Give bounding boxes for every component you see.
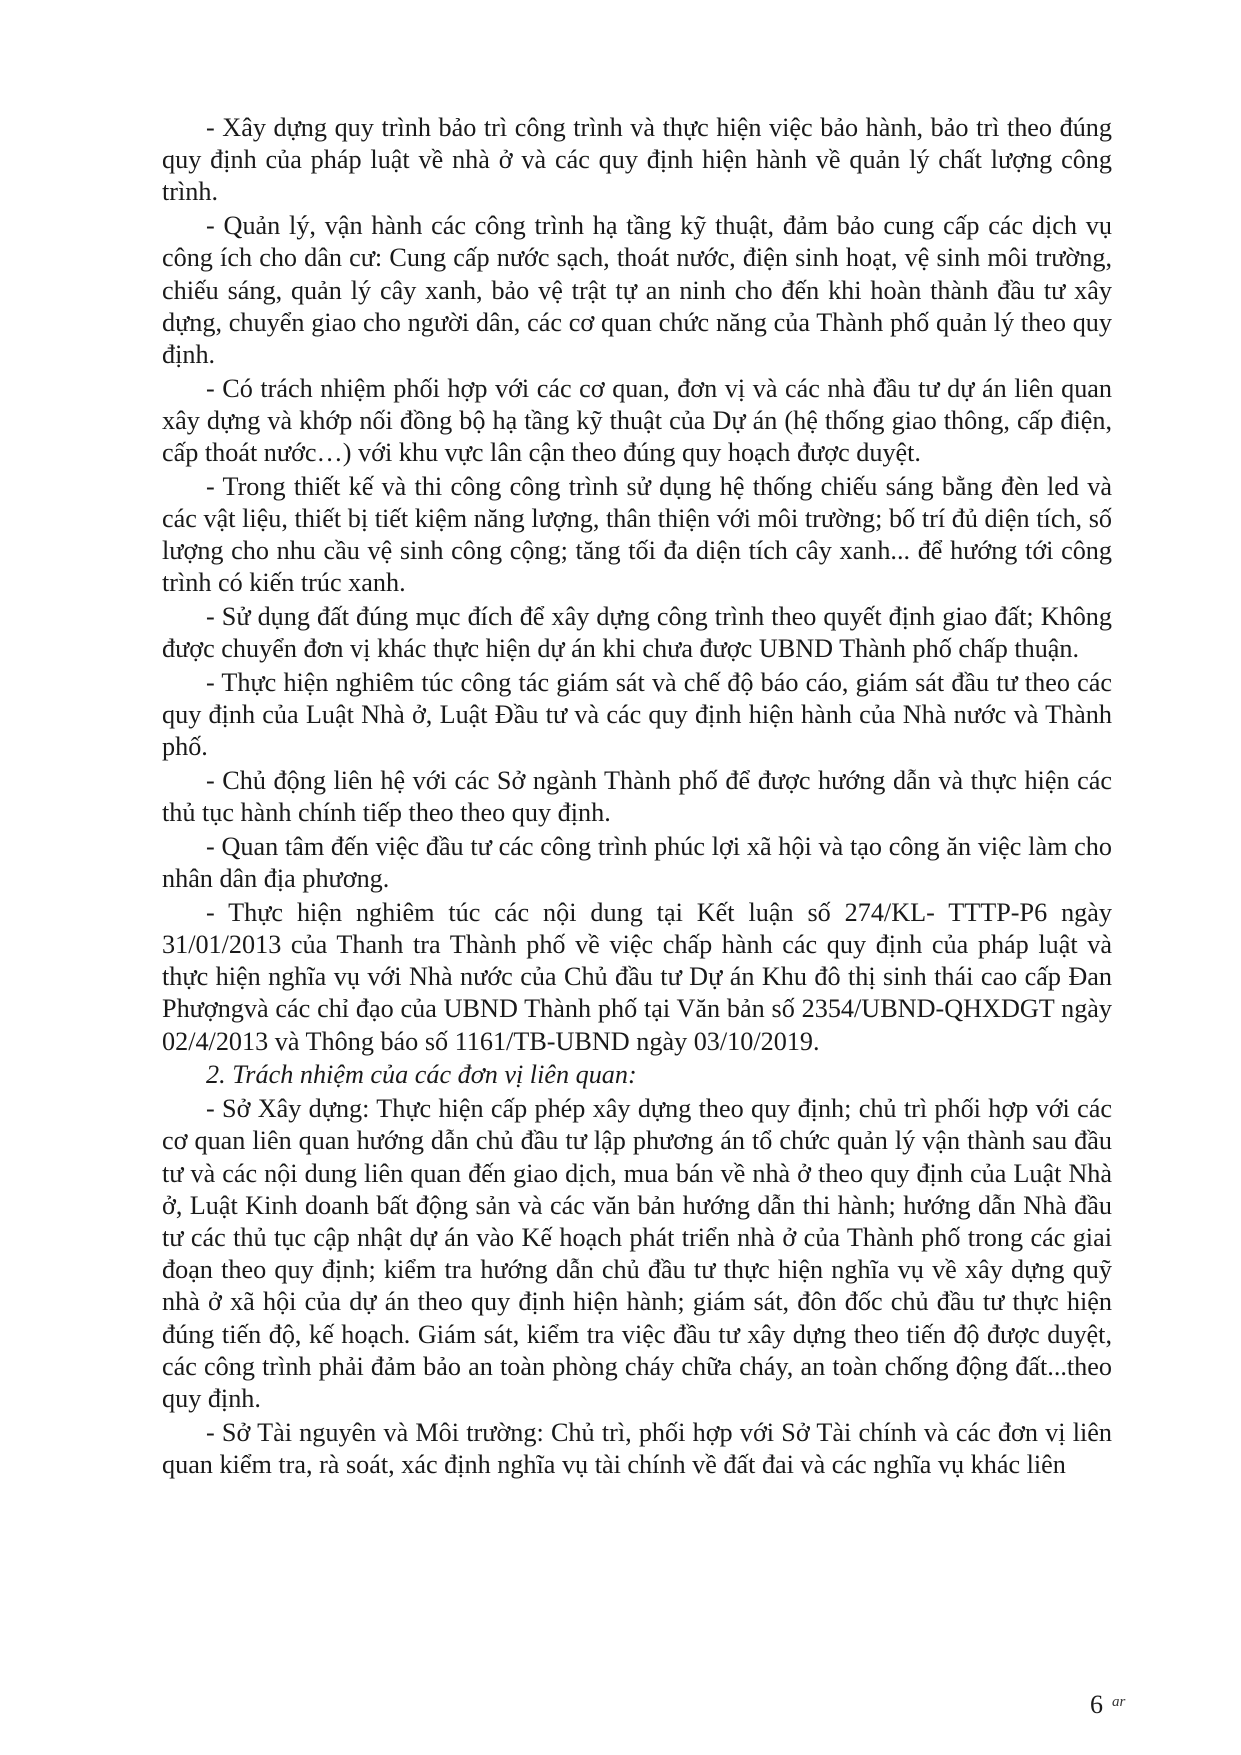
document-body (162, 112, 1112, 1483)
paragraph-supervision: - Thực hiện nghiêm túc công tác giám sát và chế độ báo cáo, giám sát đầu tư theo các quy định của Luật Nhà ở, Luật Đầu tư và các quy định hiện hành của Nhà nước và Thành phố. (162, 667, 1112, 762)
paragraph-maintenance: - Xây dựng quy trình bảo trì công trình và thực hiện việc bảo hành, bảo trì theo đúng quy định của pháp luật về nhà ở và các quy định hiện hành về quản lý chất lượng công trình. (162, 113, 1112, 207)
paragraph-environment-dept: - Sở Tài nguyên và Môi trường: Chủ trì, phối hợp với Sở Tài chính và các đơn vị liên quan kiểm tra, rà soát, xác định nghĩa vụ tài chính về đất đai và các nghĩa vụ khác liên (162, 1417, 1112, 1479)
paragraph-green-design: - Trong thiết kế và thi công công trình sử dụng hệ thống chiếu sáng bằng đèn led và các vật liệu, thiết bị tiết kiệm năng lượng, thân thiện với môi trường; bố trí đủ diện tích, số lượng cho nhu cầu vệ sinh công cộng; tăng tối đa diện tích cây xanh... để hướng tới công trình có kiến trúc xanh. (162, 471, 1112, 598)
section-heading: 2. Trách nhiệm của các đơn vị liên quan: (206, 1060, 637, 1090)
paragraph-welfare: - Quan tâm đến việc đầu tư các công trình phúc lợi xã hội và tạo công ăn việc làm cho nhân dân địa phương. (162, 831, 1112, 894)
paragraph-construction-dept: - Sở Xây dựng: Thực hiện cấp phép xây dựng theo quy định; chủ trì phối hợp với các cơ quan liên quan hướng dẫn chủ đầu tư lập phương án tổ chức quản lý vận thành sau đầu tư và các nội dung liên quan đến giao dịch, mua bán về nhà ở theo quy định của Luật Nhà ở, Luật Kinh doanh bất động sản và các văn bản hướng dẫn thi hành; hướng dẫn Nhà đầu tư các thủ tục cập nhật dự án vào Kế hoạch phát triển nhà ở của Thành phố trong các giai đoạn theo quy định; kiểm tra hướng dẫn chủ đầu tư thực hiện nghĩa vụ về xây dựng quỹ nhà ở xã hội của dự án theo quy định hiện hành; giám sát, đôn đốc chủ đầu tư thực hiện đúng tiến độ, kế hoạch. Giám sát, kiểm tra việc đầu tư xây dựng theo tiến độ được duyệt, các công trình phải đảm bảo an toàn phòng cháy chữa cháy, an toàn chống động đất...theo quy định. (162, 1094, 1112, 1413)
page-number: 6 (1090, 1690, 1103, 1719)
paragraph-infrastructure-operation: - Quản lý, vận hành các công trình hạ tầng kỹ thuật, đảm bảo cung cấp các dịch vụ công ích cho dân cư: Cung cấp nước sạch, thoát nước, điện sinh hoạt, vệ sinh môi trường, chiếu sáng, quản lý cây xanh, bảo vệ trật tự an ninh cho đến khi hoàn thành đầu tư xây dựng, chuyển giao cho người dân, các cơ quan chức năng của Thành phố quản lý theo quy định. (162, 211, 1112, 369)
handwritten-initials: ar (1112, 1694, 1126, 1710)
paragraph-procedures: - Chủ động liên hệ với các Sở ngành Thành phố để được hướng dẫn và thực hiện các thủ tục hành chính tiếp theo theo quy định. (162, 766, 1112, 828)
paragraph-coordination: - Có trách nhiệm phối hợp với các cơ quan, đơn vị và các nhà đầu tư dự án liên quan xây dựng và khớp nối đồng bộ hạ tầng kỹ thuật của Dự án (hệ thống giao thông, cấp điện, cấp thoát nước…) với khu vực lân cận theo đúng quy hoạch được duyệt. (162, 373, 1112, 468)
paragraph-land-use: - Sử dụng đất đúng mục đích để xây dựng công trình theo quyết định giao đất; Không được chuyển đơn vị khác thực hiện dự án khi chưa được UBND Thành phố chấp thuận. (162, 602, 1112, 664)
paragraph-conclusion-274: - Thực hiện nghiêm túc các nội dung tại Kết luận số 274/KL- TTTP-P6 ngày 31/01/2013 của Thanh tra Thành phố về việc chấp hành các quy định của pháp luật và thực hiện nghĩa vụ với Nhà nước của Chủ đầu tư Dự án Khu đô thị sinh thái cao cấp Đan Phượngvà các chỉ đạo của UBND Thành phố tại Văn bản số 2354/UBND-QHXDGT ngày 02/4/2013 và Thông báo số 1161/TB-UBND ngày 03/10/2019. (162, 897, 1112, 1056)
